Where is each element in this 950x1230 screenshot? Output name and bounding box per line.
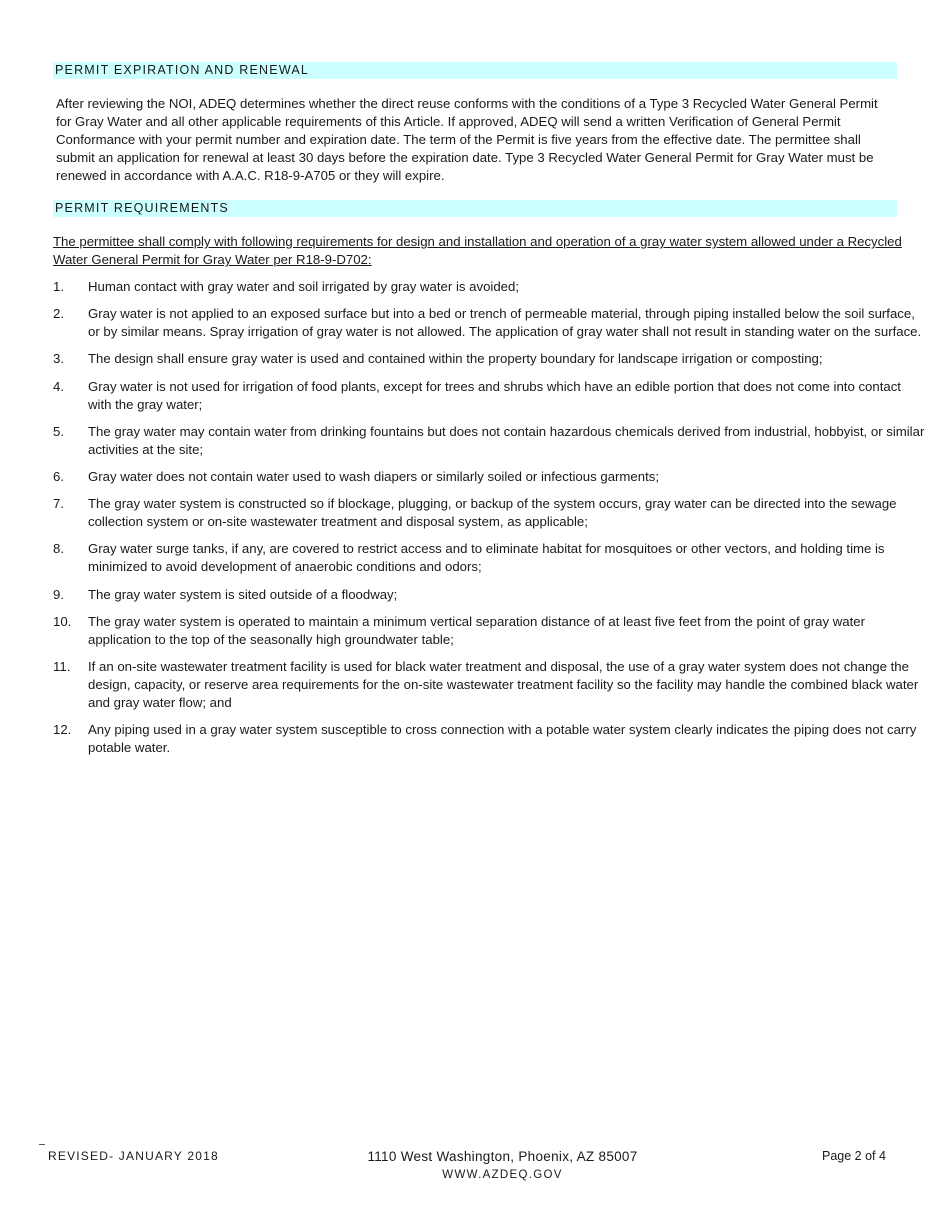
list-item-text: Any piping used in a gray water system susceptible to cross connection with a potable water system clearly indicates the piping does not carry potable water.: [88, 722, 917, 756]
list-item-text: Gray water surge tanks, if any, are covered to restrict access and to eliminate habitat for mosquitoes or other vectors, and holding time is minimized to avoid development of anaerobic conditions and odors;: [88, 541, 885, 575]
list-item-text: The design shall ensure gray water is used and contained within the property boundary for landscape irrigation or composting;: [88, 351, 823, 367]
list-item-number: 6.: [53, 468, 64, 484]
list-item-text: The gray water may contain water from drinking fountains but does not contain hazardous chemicals derived from industrial, hobbyist, or similar activities at the site;: [88, 423, 925, 457]
list-item: [53, 378, 925, 414]
section-heading-expiration: PERMIT EXPIRATION AND RENEWAL: [53, 62, 897, 79]
list-item: [53, 586, 925, 604]
footer-mark: [39, 1144, 45, 1145]
list-item: [53, 721, 925, 757]
footer-address: 1110 West Washington, Phoenix, AZ 85007: [367, 1149, 638, 1164]
list-item: [53, 278, 925, 296]
page-number: Page 2 of 4: [822, 1149, 886, 1163]
list-item-text: If an on-site wastewater treatment facility is used for black water treatment and disposal, the use of a gray water system does not change the design, capacity, or reserve area requirements for the on-site wastewater treatment facility so the facility may handle the combined black water and gray water flow; and: [88, 658, 919, 710]
list-item-text: Gray water is not used for irrigation of food plants, except for trees and shrubs which have an edible portion that does not come into contact with the gray water;: [88, 378, 901, 412]
list-item: [53, 613, 925, 649]
list-item-number: 7.: [53, 496, 64, 512]
list-item: [53, 305, 925, 341]
section-heading-requirements: PERMIT REQUIREMENTS: [53, 200, 897, 217]
list-item-number: 11.: [53, 658, 71, 674]
requirements-list: [53, 278, 925, 766]
list-item: [53, 423, 925, 459]
footer-url[interactable]: WWW.AZDEQ.GOV: [442, 1169, 563, 1181]
list-item-number: 5.: [53, 423, 64, 439]
list-item: [53, 468, 925, 486]
list-item: [53, 540, 925, 576]
list-item: [53, 658, 925, 712]
list-item-text: Gray water is not applied to an exposed surface but into a bed or trench of permeable material, through piping installed below the soil surface, or by similar means. Spray irrigation of gray water is not allowed. The application of gray water shall not result in standing water on the surface.: [88, 306, 922, 340]
expiration-paragraph: After reviewing the NOI, ADEQ determines whether the direct reuse conforms with the conditions of a Type 3 Recycled Water General Permit for Gray Water and all other applicable requirements of this Article. If approved, ADEQ will send a written Verification of General Permit Conformance with your permit number and expiration date. The term of the Permit is five years from the effective date. The permittee shall submit an application for renewal at least 30 days before the expiration date. Type 3 Recycled Water General Permit for Gray Water must be renewed in accordance with A.A.C. R18-9-A705 or they will expire.: [56, 96, 878, 183]
list-item-text: The gray water system is operated to maintain a minimum vertical separation distance of at least five feet from the point of gray water application to the top of the seasonally high groundwater table;: [88, 613, 865, 647]
list-item-number: 4.: [53, 378, 64, 394]
list-item: [53, 495, 925, 531]
list-item-number: 9.: [53, 586, 64, 602]
list-item-text: The gray water system is constructed so if blockage, plugging, or backup of the system occurs, gray water can be directed into the sewage collection system or on-site wastewater treatment and disposal system, as applicable;: [88, 496, 897, 530]
list-item-text: The gray water system is sited outside of a floodway;: [88, 586, 398, 602]
list-item-text: Gray water does not contain water used to wash diapers or similarly soiled or infectious garments;: [88, 468, 659, 484]
requirements-intro: The permittee shall comply with following requirements for design and installation and operation of a gray water system allowed under a Recycled Water General Permit for Gray Water per R18-9-D702:: [53, 234, 902, 267]
list-item: [53, 350, 925, 368]
list-item-number: 1.: [53, 279, 64, 294]
list-item-number: 12.: [53, 722, 72, 738]
list-item-number: 2.: [53, 306, 64, 322]
list-item-text: Human contact with gray water and soil irrigated by gray water is avoided;: [88, 279, 519, 294]
footer-revised: REVISED- JANUARY 2018: [48, 1149, 219, 1163]
list-item-number: 10.: [53, 613, 72, 629]
list-item-number: 8.: [53, 541, 64, 557]
list-item-number: 3.: [53, 351, 64, 367]
